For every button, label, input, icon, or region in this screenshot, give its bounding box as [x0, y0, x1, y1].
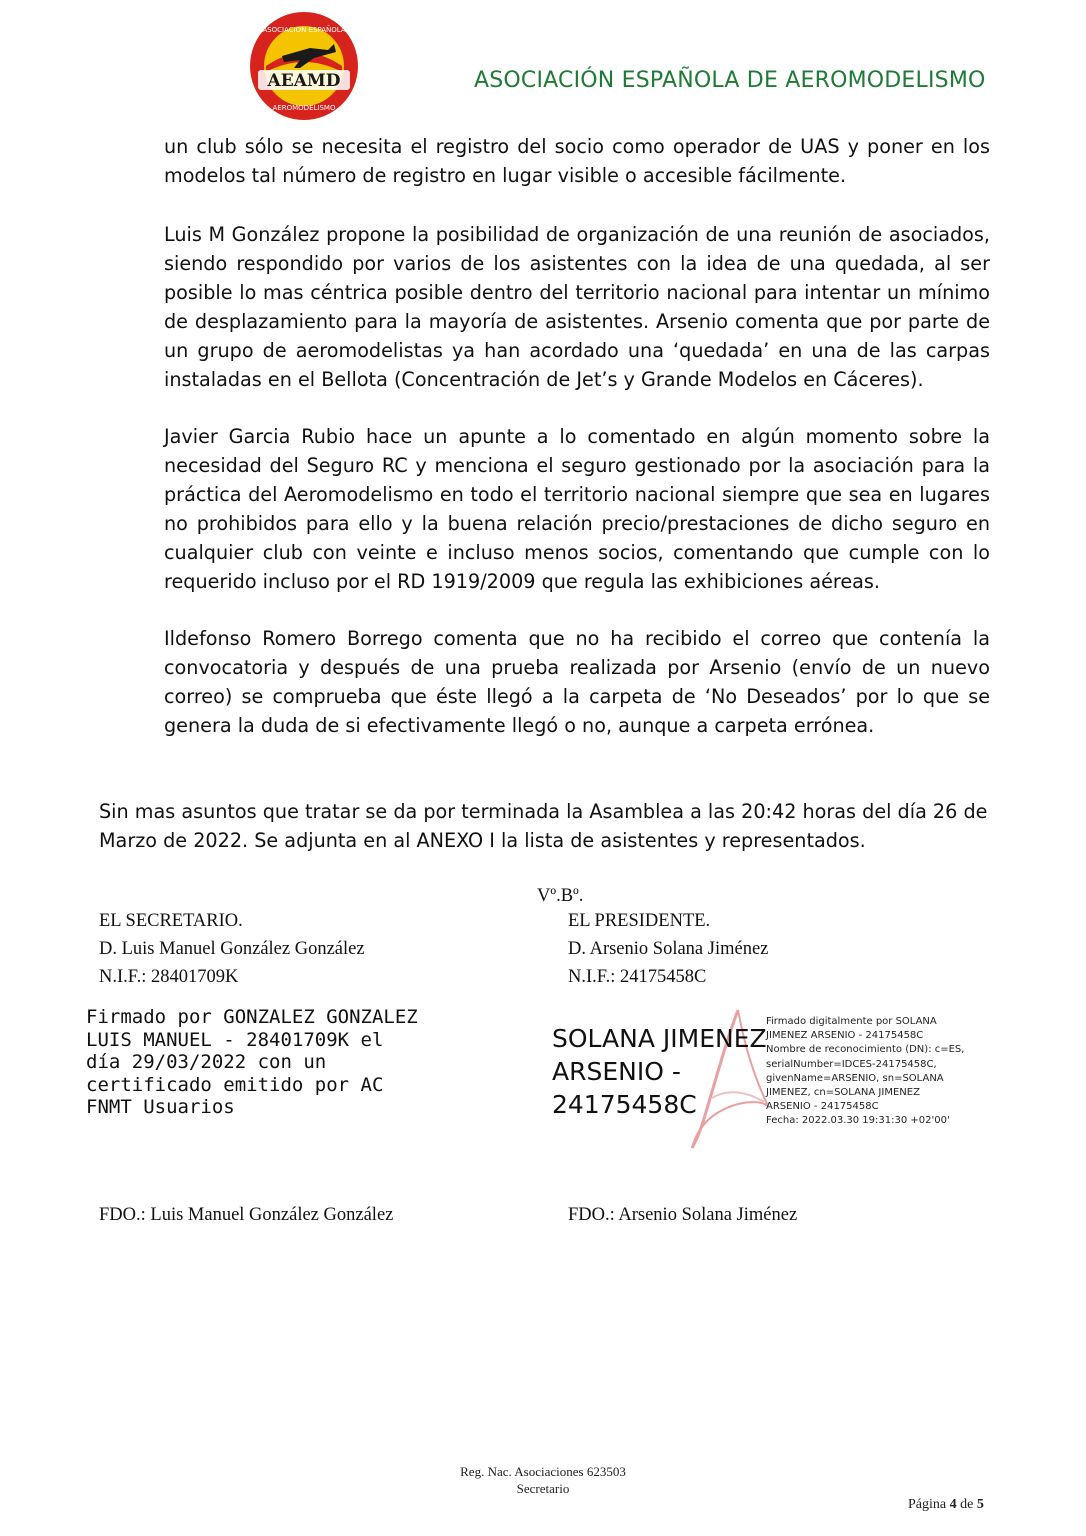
president-digital-signature-name: SOLANA JIMENEZ ARSENIO - 24175458C [552, 1024, 767, 1119]
paragraph-uas-registration: un club sólo se necesita el registro del socio como operador de UAS y poner en los modelos tal número de registro en lugar visible o accesible fácilmente. [164, 135, 990, 187]
paragraph-email-issue: Ildefonso Romero Borrego comenta que no ha recibido el correo que contenía la convocatoria y después de una prueba realizada por Arsenio (envío de un nuevo correo) se comprueba que éste llegó a la carpeta de ‘No Deseados’ por lo que se genera la duda de si efectivamente llegó o no, aunque a carpeta errónea. [164, 627, 990, 737]
paragraph-meeting-proposal: Luis M González propone la posibilidad de organización de una reunión de asociados, siendo respondido por varios de los asistentes con la idea de una quedada, al ser posible lo mas céntrica posible dentro del territorio nacional para intentar un mínimo de desplazamiento para la mayoría de asistentes. Arsenio comenta que por parte de un grupo de aeromodelistas ya han acordado una ‘quedada’ en una de las carpas instaladas en el Bellota (Concentración de Jet’s y Grande Modelos en Cáceres). [164, 223, 990, 391]
footer-registry: Reg. Nac. Asociaciones 623503 [460, 1464, 626, 1479]
president-name: D. Arsenio Solana Jiménez [568, 939, 769, 959]
secretary-fdo: FDO.: Luis Manuel González González [99, 1205, 394, 1225]
page-number [908, 1497, 984, 1513]
president-nif: N.I.F.: 24175458C [568, 967, 707, 987]
president-fdo: FDO.: Arsenio Solana Jiménez [568, 1205, 798, 1225]
aeamd-logo [248, 10, 360, 122]
vobo-label: Vº.Bº. [537, 886, 584, 906]
page-label: Página [908, 1497, 947, 1512]
page-total: 5 [976, 1497, 984, 1512]
secretary-nif: N.I.F.: 28401709K [99, 967, 239, 987]
footer-secretary: Secretario [516, 1481, 570, 1496]
president-role: EL PRESIDENTE. [568, 911, 711, 931]
secretary-digital-signature: Firmado por GONZALEZ GONZALEZ LUIS MANUEL - 28401709K el día 29/03/2022 con un certificado emitido por AC FNMT Usuarios [86, 1006, 418, 1118]
paragraph-insurance: Javier Garcia Rubio hace un apunte a lo comentado en algún momento sobre la necesidad del Seguro RC y menciona el seguro gestionado por la asociación para la práctica del Aeromodelismo en todo el territorio nacional siempre que sea en lugares no prohibidos para ello y la buena relación precio/prestaciones de dicho seguro en cualquier club con veinte e incluso menos socios, comentando que cumple con lo requerido incluso por el RD 1919/2009 que regula las exhibiciones aéreas. [164, 425, 990, 593]
logo-top-text: ASOCIACION ESPAÑOLA [262, 26, 346, 34]
organization-name: ASOCIACIÓN ESPAÑOLA DE AEROMODELISMO [474, 68, 986, 93]
page-current: 4 [949, 1497, 957, 1512]
logo-bottom-text: AEROMODELISMO [272, 104, 336, 112]
closing-statement: Sin mas asuntos que tratar se da por terminada la Asamblea a las 20:42 horas del día 26 de Marzo de 2022. Se adjunta en al ANEXO I la lista de asistentes y representados. [99, 800, 988, 852]
secretary-name: D. Luis Manuel González González [99, 939, 365, 959]
page-sep: de [960, 1497, 974, 1512]
president-digital-signature-details: Firmado digitalmente por SOLANA JIMENEZ ARSENIO - 24175458C Nombre de reconocimiento (DN): c=ES, serialNumber=IDCES-24175458C, givenName=ARSENIO, sn=SOLANA JIMENEZ, cn=SOLANA JIMENEZ ARSENIO - 24175458C Fecha: 2022.03.30 19:31:30 +02'00' [766, 1016, 965, 1127]
secretary-role: EL SECRETARIO. [99, 911, 243, 931]
logo-acronym: AEAMD [267, 71, 341, 91]
